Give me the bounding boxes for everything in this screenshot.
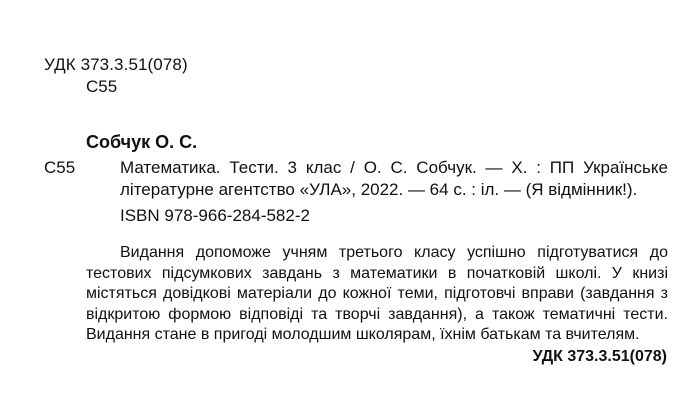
isbn: ISBN 978-966-284-582-2 [120, 206, 310, 225]
annotation-paragraph: Видання допоможе учням третього класу успішно підготуватися до тестових підсумкових завдань з математики в початковій школі. У книзі містяться довідкові матеріали до кожної теми, підготовчі вправи (завдання з відкритою формою відповіді та творчі завдання), а також тематичні тести. Видання стане в пригоді молодшим школярам, їхнім батькам та вчителям. [86, 244, 668, 343]
bibliographic-description: Математика. Тести. 3 клас / О. С. Собчук. — Х. : ПП Українське літературне агентство «УЛА», 2022. — 64 с. : іл. — (Я відмінник!). [120, 158, 668, 199]
udk-code-top: УДК 373.3.51(078) [44, 55, 188, 74]
author-name: Собчук О. С. [86, 132, 198, 152]
author-code-entry: С55 [44, 158, 76, 177]
udk-code-bottom: УДК 373.3.51(078) [532, 348, 667, 365]
author-code-top: С55 [86, 77, 118, 96]
